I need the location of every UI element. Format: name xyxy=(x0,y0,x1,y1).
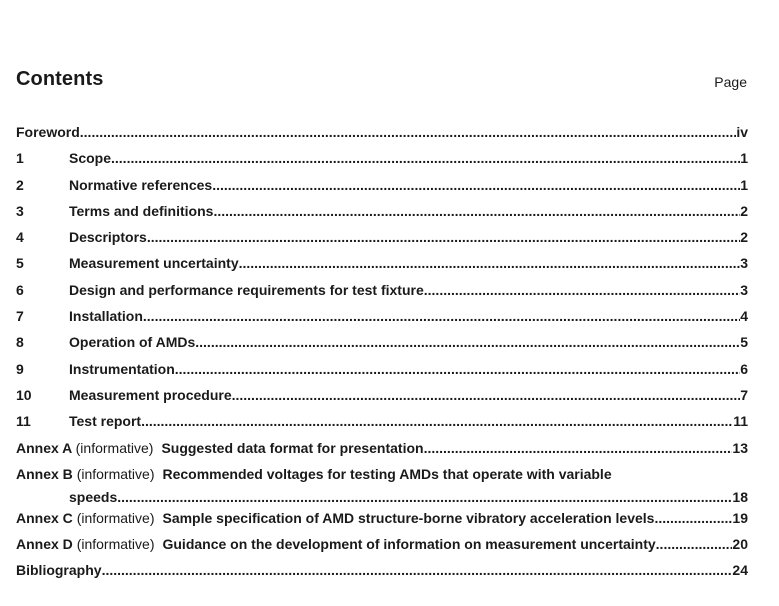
toc-entry-label: Guidance on the development of information on measurement uncertainty xyxy=(162,536,656,553)
leader-dots xyxy=(654,510,732,527)
toc-entry-page: 5 xyxy=(740,334,748,351)
toc-entry-label: Suggested data format for presentation xyxy=(161,439,424,456)
toc-entry-number: 9 xyxy=(16,360,24,377)
annex-type: (informative) xyxy=(76,465,155,482)
leader-dots xyxy=(213,203,740,220)
toc-entry-page: 7 xyxy=(740,386,748,403)
toc-entry-number: 1 xyxy=(16,150,24,167)
annex-prefix xyxy=(16,466,162,482)
toc-entry-descriptors[interactable] xyxy=(16,229,748,255)
toc-entry-number: 4 xyxy=(16,229,24,246)
toc-entry-label: Recommended voltages for testing AMDs that operate with variable xyxy=(162,465,612,482)
toc-entry-page: 3 xyxy=(740,281,748,298)
toc-entry-page: 19 xyxy=(732,509,748,526)
leader-dots xyxy=(239,255,741,272)
toc-entry-instrumentation[interactable] xyxy=(16,361,748,387)
toc-entry-page: 2 xyxy=(740,229,748,246)
toc-entry-design-requirements[interactable] xyxy=(16,282,748,308)
toc-entry-label: Bibliography xyxy=(16,562,102,579)
annex-name: Annex B xyxy=(16,465,73,482)
toc-entry-label: Normative references xyxy=(69,176,213,193)
toc-entry-label: Measurement uncertainty xyxy=(69,255,239,272)
toc-entry-page: 1 xyxy=(740,176,748,193)
toc-entry-page: 24 xyxy=(732,562,748,579)
toc-entry-test-report[interactable] xyxy=(16,413,748,439)
leader-dots xyxy=(141,413,733,430)
annex-type: (informative) xyxy=(75,439,154,456)
annex-b-first-line xyxy=(16,466,748,483)
toc-entry-page: 3 xyxy=(740,255,748,272)
leader-dots xyxy=(232,387,741,404)
toc-entry-label: Scope xyxy=(69,150,112,167)
toc-entry-normative-references[interactable] xyxy=(16,177,748,203)
leader-dots xyxy=(80,124,737,141)
toc-entry-installation[interactable] xyxy=(16,308,748,334)
toc-entry-page: 1 xyxy=(740,150,748,167)
toc-entry-label: Descriptors xyxy=(69,229,147,246)
toc-entry-page: 20 xyxy=(732,536,748,553)
toc-entry-number: 2 xyxy=(16,176,24,193)
page-column-label: Page xyxy=(714,74,747,90)
annex-name: Annex D xyxy=(16,536,73,553)
toc-entry-annex-c[interactable] xyxy=(16,510,748,536)
toc-entry-number: 5 xyxy=(16,255,24,272)
toc-entry-foreword[interactable] xyxy=(16,124,748,150)
leader-dots xyxy=(111,150,740,167)
annex-b-second-line xyxy=(16,489,748,506)
toc-entry-measurement-uncertainty[interactable] xyxy=(16,255,748,281)
toc-entry-number: 11 xyxy=(16,413,31,430)
toc-entry-page: 11 xyxy=(733,413,748,430)
annex-prefix xyxy=(16,510,162,527)
leader-dots xyxy=(147,229,740,246)
toc-entry-label: Installation xyxy=(69,308,143,325)
toc-entry-label: Sample specification of AMD structure-borne vibratory acceleration levels xyxy=(162,509,655,526)
toc-entry-page: 4 xyxy=(740,308,748,325)
toc-entry-annex-a[interactable] xyxy=(16,440,748,466)
toc-entry-page: iv xyxy=(736,124,748,140)
leader-dots xyxy=(424,282,740,299)
leader-dots xyxy=(143,308,740,325)
leader-dots xyxy=(212,177,740,194)
toc-entry-operation-of-amds[interactable] xyxy=(16,334,748,360)
toc-entry-label: Terms and definitions xyxy=(69,202,214,219)
leader-dots xyxy=(175,361,740,378)
toc-entry-annex-d[interactable] xyxy=(16,536,748,562)
toc-entry-scope[interactable] xyxy=(16,150,748,176)
toc-entry-label: Operation of AMDs xyxy=(69,334,196,351)
toc-entry-page: 18 xyxy=(732,488,748,505)
leader-dots xyxy=(424,440,733,457)
toc-entry-label: Test report xyxy=(69,413,142,430)
contents-title: Contents xyxy=(16,68,104,90)
leader-dots xyxy=(656,536,733,553)
toc-entry-number: 10 xyxy=(16,386,32,403)
toc-entry-label: Measurement procedure xyxy=(69,386,232,403)
toc-entry-page: 6 xyxy=(740,360,748,377)
annex-type: (informative) xyxy=(76,536,155,553)
toc-entry-page: 2 xyxy=(740,202,748,219)
toc-entry-label-continued: speeds xyxy=(69,488,118,505)
toc-entry-label: Instrumentation xyxy=(69,360,175,377)
toc-entry-terms-and-definitions[interactable] xyxy=(16,203,748,229)
annex-prefix xyxy=(16,536,162,553)
toc-entry-number: 8 xyxy=(16,334,24,351)
annex-name: Annex C xyxy=(16,509,73,526)
annex-name: Annex A xyxy=(16,439,72,456)
toc-entry-number: 3 xyxy=(16,202,24,219)
toc-entry-label: Design and performance requirements for test fixture xyxy=(69,281,424,298)
toc-entry-bibliography[interactable] xyxy=(16,562,748,588)
toc-entry-number: 7 xyxy=(16,308,24,325)
annex-type: (informative) xyxy=(76,509,155,526)
annex-prefix xyxy=(16,440,161,457)
toc-entry-page: 13 xyxy=(732,439,748,456)
table-of-contents xyxy=(16,124,748,589)
toc-entry-annex-b[interactable] xyxy=(16,466,748,510)
toc-entry-label: Foreword xyxy=(16,124,80,140)
leader-dots xyxy=(102,562,733,579)
toc-entry-number: 6 xyxy=(16,281,24,298)
toc-entry-measurement-procedure[interactable] xyxy=(16,387,748,413)
leader-dots xyxy=(195,334,740,351)
leader-dots xyxy=(117,489,732,506)
